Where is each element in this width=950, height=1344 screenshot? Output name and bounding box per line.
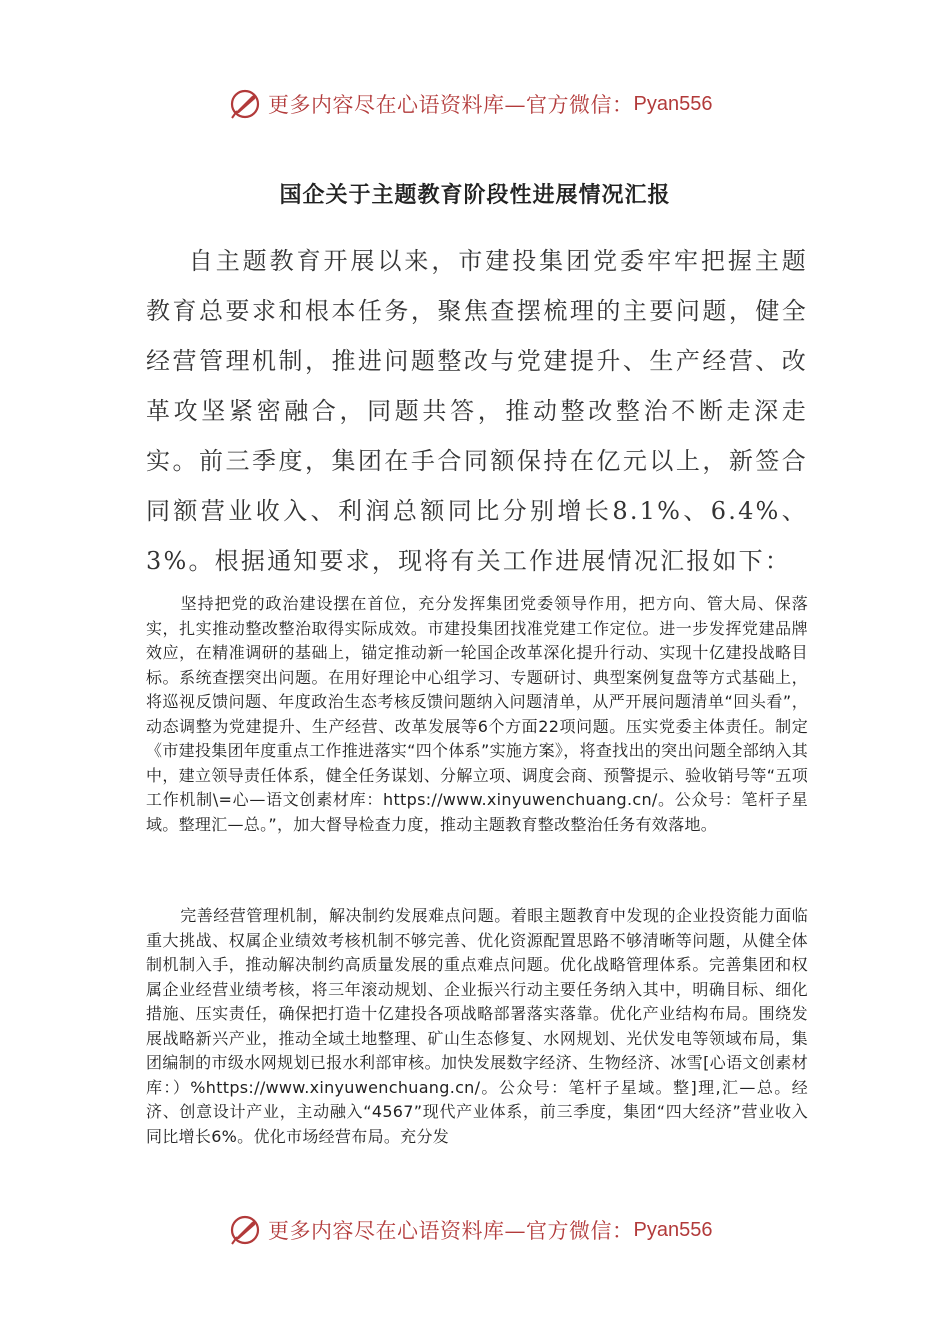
watermark-banner-bottom [228,1210,748,1250]
watermark-text: 更多内容尽在心语资料库—官方微信： [268,93,634,117]
watermark-banner-top [228,84,748,124]
document-title: 国企关于主题教育阶段性进展情况汇报 [279,183,671,208]
lead-paragraph [146,236,808,586]
body-paragraph-1-text: 坚持把党的政治建设摆在首位，充分发挥集团党委领导作用，把方向、管大局、保落实，扎实推动整改整治取得实际成效。市建投集团找准党建工作定位。进一步发挥党建品牌效应，在精准调研的基础上，锚定推动新一轮国企改革深化提升行动、实现十亿建投战略目标。系统查摆突出问题。在用好理论中心组学习、专题研讨、典型案例复盘等方式基础上，将巡视反馈问题、年度政治生态考核反馈问题纳入问题清单，从严开展问题清单“回头看”，动态调整为党建提升、生产经营、改革发展等6个方面22项问题。压实党委主体责任。制定《市建投集团年度重点工作推进落实“四个体系”实施方案》，将查找出的突出问题全部纳入其中，建立领导责任体系，健全任务谋划、分解立项、调度会商、预警提示、验收销号等“五项工作机制\=心—语文创素材库：https://www.xinyuwenchuang.cn/。公众号：笔杆子星域。整理汇—总。”，加大督导检查力度，推动主题教育整改整治任务有效落地。 [146,594,808,834]
quill-pen-logo-icon [228,87,262,121]
lead-paragraph-text: 自主题教育开展以来，市建投集团党委牢牢把握主题教育总要求和根本任务，聚焦查摆梳理的主要问题，健全经营管理机制，推进问题整改与党建提升、生产经营、改革攻坚紧密融合，同题共答，推动整改整治不断走深走实。前三季度，集团在手合同额保持在亿元以上，新签合同额营业收入、利润总额同比分别增长8.1%、6.4%、3%。根据通知要求，现将有关工作进展情况汇报如下： [146,247,809,575]
body-paragraph-2-text: 完善经营管理机制，解决制约发展难点问题。着眼主题教育中发现的企业投资能力面临重大挑战、权属企业绩效考核机制不够完善、优化资源配置思路不够清晰等问题，从健全体制机制入手，推动解决制约高质量发展的重点难点问题。优化战略管理体系。完善集团和权属企业经营业绩考核，将三年滚动规划、企业振兴行动主要任务纳入其中，明确目标、细化措施、压实责任，确保把打造十亿建投各项战略部署落实落靠。优化产业结构布局。围绕发展战略新兴产业，推动全域土地整理、矿山生态修复、水网规划、光伏发电等领域布局，集团编制的市级水网规划已报水利部审核。加快发展数字经济、生物经济、冰雪[心语文创素材库：）%https://www.xinyuwenchuang.cn/。公众号：笔杆子星域。整]理,汇—总。经济、创意设计产业，主动融入“4567”现代产业体系，前三季度，集团“四大经济”营业收入同比增长6%。优化市场经营布局。充分发 [146,906,808,1146]
body-paragraph-2 [146,904,808,1149]
watermark-text: 更多内容尽在心语资料库—官方微信： [268,1219,634,1243]
watermark-wechat-id: Pyan556 [633,1218,713,1241]
watermark-wechat-id: Pyan556 [633,92,713,115]
body-paragraph-1 [146,592,808,837]
quill-pen-logo-icon [228,1213,262,1247]
